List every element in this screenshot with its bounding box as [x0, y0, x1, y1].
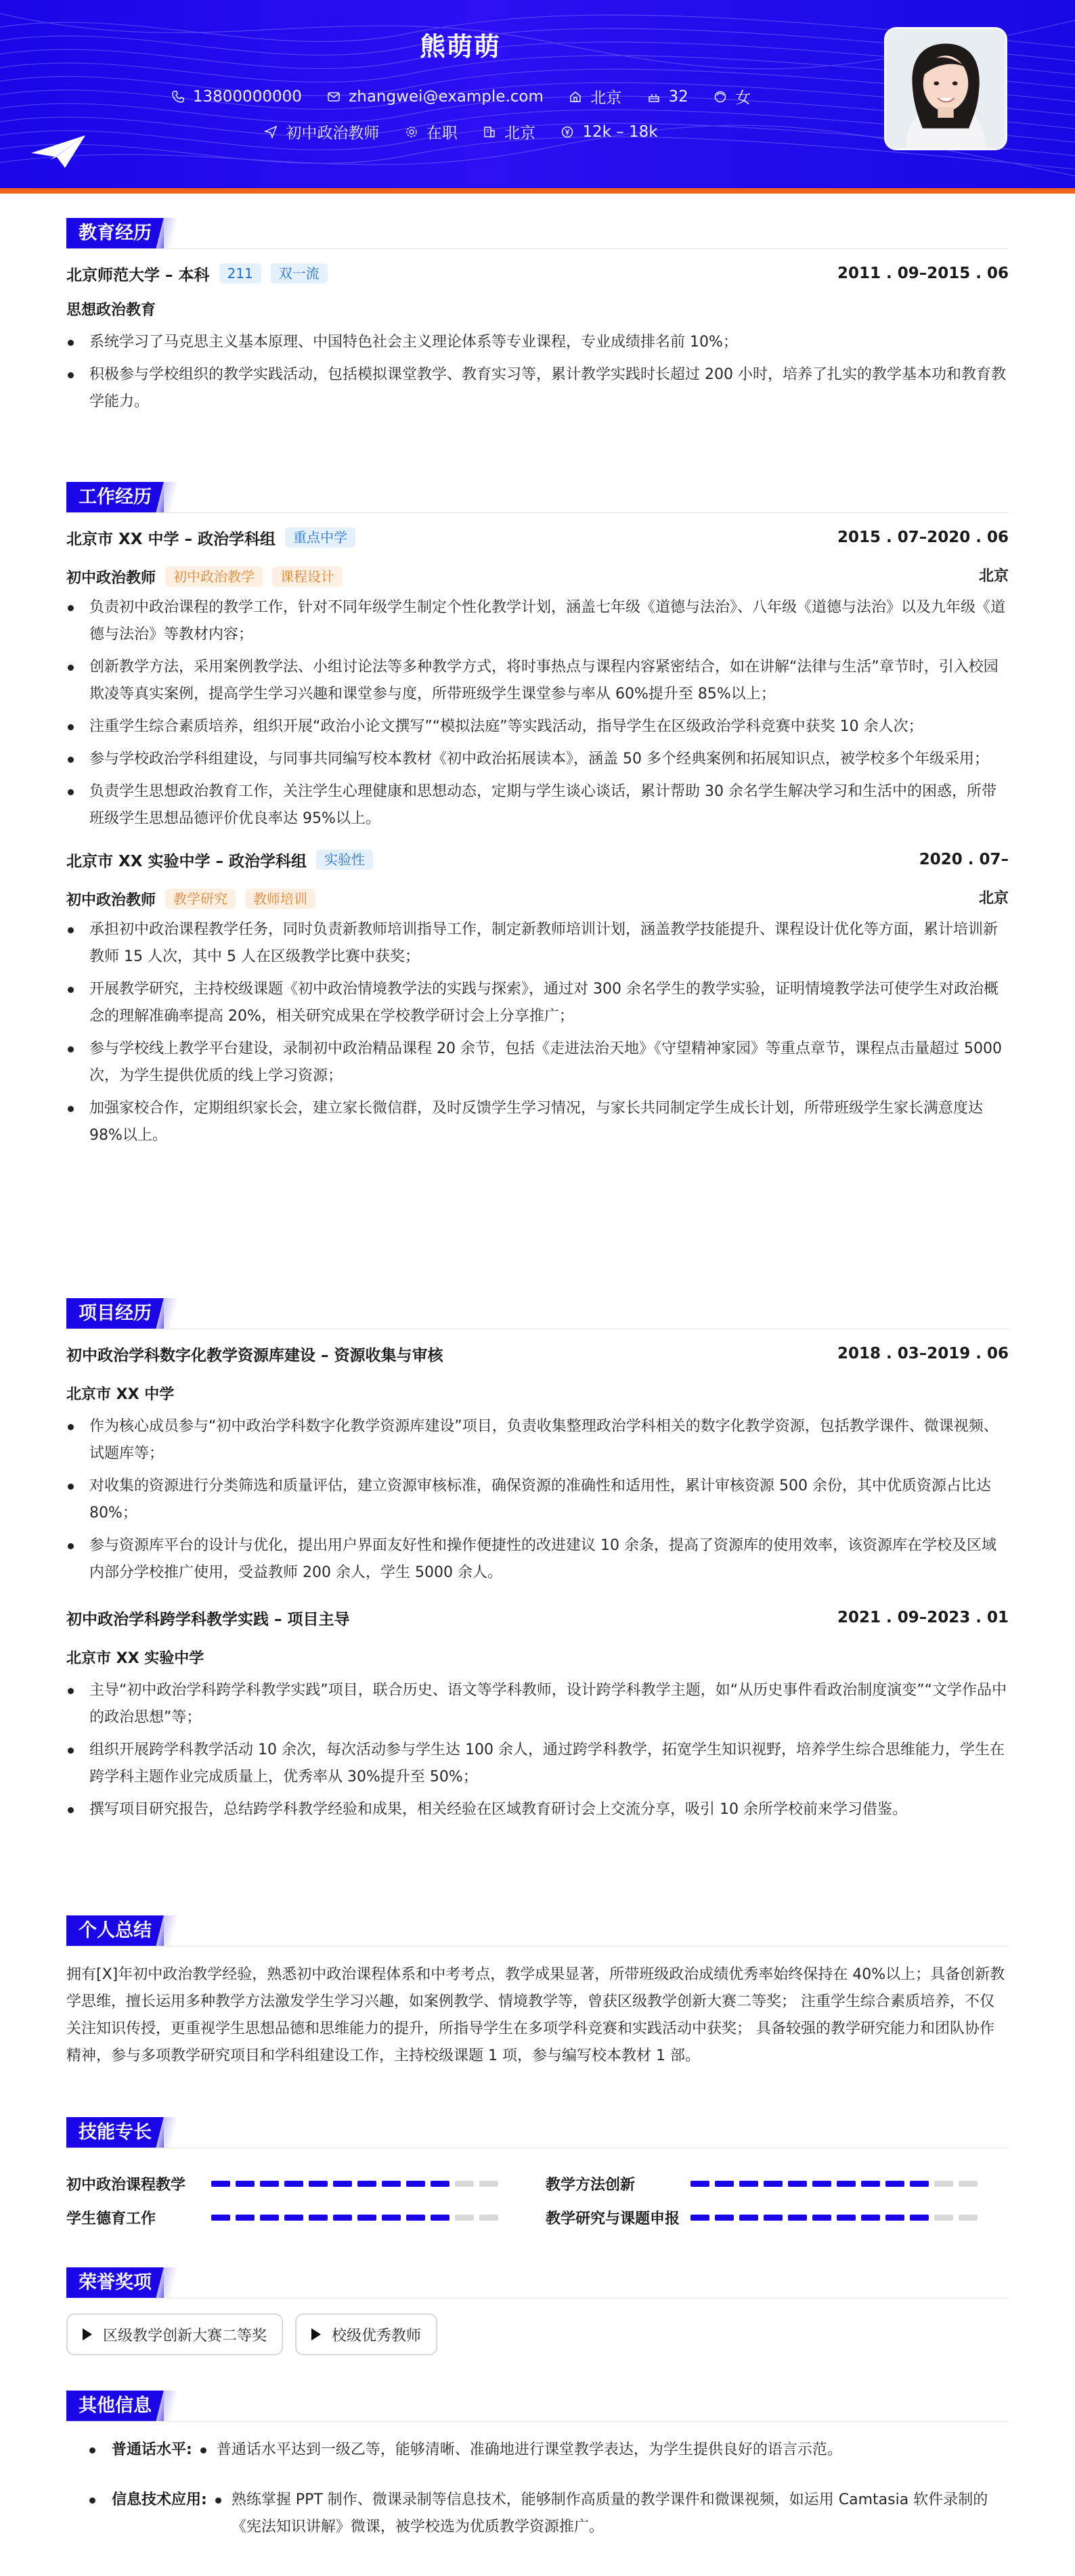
- role-tag: 教学研究: [165, 889, 236, 909]
- person-icon: [712, 89, 728, 105]
- summary-section: [66, 1915, 1009, 2070]
- skill-segment-filled: [837, 2181, 856, 2187]
- skill-name: 初中政治课程教学: [66, 2176, 186, 2194]
- skill-segment-empty: [959, 2181, 978, 2187]
- list-item: 积极参与学校组织的教学实践活动，包括模拟课堂教学、教育实习等，累计教学实践时长超过 200 小时，培养了扎实的教学基本功和教育教学能力。: [66, 361, 1009, 416]
- skill-segment-filled: [690, 2181, 709, 2187]
- education-section: [66, 218, 1009, 416]
- role-name: 初中政治教师: [66, 569, 156, 587]
- section-label: 荣誉奖项: [66, 2267, 164, 2299]
- section-label: 其他信息: [66, 2391, 164, 2422]
- home-icon: [567, 89, 584, 105]
- money-icon: [559, 124, 575, 140]
- other-info-key: 信息技术应用:: [112, 2491, 207, 2508]
- skill-segment-filled: [382, 2215, 401, 2221]
- list-item: 参与资源库平台的设计与优化，提出用户界面友好性和操作便捷性的改进建议 10 余条，提高了资源库的使用效率，该资源库在学校及区域内部分学校推广使用，受益教师 200 余人，学生 5000 余人。: [66, 1532, 1009, 1586]
- skill-segment-filled: [764, 2215, 783, 2221]
- honor-label: 校级优秀教师: [332, 2327, 422, 2345]
- skill-segment-filled: [715, 2181, 734, 2187]
- paper-plane-icon: [30, 133, 87, 171]
- role-tag: 初中政治教学: [165, 567, 263, 587]
- gear-icon: [403, 124, 420, 140]
- send-icon: [263, 124, 279, 140]
- skill-segment-filled: [885, 2181, 904, 2187]
- work-location: 北京: [978, 890, 1009, 907]
- organization-tag: 实验性: [316, 849, 373, 870]
- section-title-education: [66, 218, 1009, 249]
- section-title-summary: [66, 1915, 1009, 1947]
- skill-segment-filled: [211, 2181, 230, 2187]
- project-title: 初中政治学科数字化教学资源库建设 – 资源收集与审核: [66, 1346, 443, 1364]
- skill-segment-filled: [812, 2181, 831, 2187]
- list-item: 作为核心成员参与“初中政治学科数字化教学资源库建设”项目，负责收集整理政治学科相关的数字化教学资源，包括教学课件、微课视频、试题库等；: [66, 1413, 1009, 1467]
- skill-segment-filled: [260, 2181, 279, 2187]
- section-label: 工作经历: [66, 482, 164, 513]
- skill-segment-filled: [739, 2181, 758, 2187]
- organization-name: 北京市 XX 中学 – 政治学科组: [66, 530, 276, 548]
- phone-icon: [170, 89, 186, 105]
- phone-text: 13800000000: [192, 87, 302, 106]
- work-entry-head: [66, 846, 1009, 873]
- honor-badge[interactable]: [66, 2313, 283, 2355]
- skill-segment-filled: [812, 2215, 831, 2221]
- avatar: [884, 27, 1007, 150]
- skill-segment-filled: [885, 2215, 904, 2221]
- education-entry-head: [66, 260, 1009, 287]
- section-divider: [66, 2298, 1009, 2299]
- other-info-value: 普通话水平达到一级乙等，能够清晰、准确地进行课堂教学表达，为学生提供良好的语言示范。: [200, 2437, 842, 2464]
- skill-segment-filled: [211, 2215, 230, 2221]
- school-name: 北京师范大学 – 本科: [66, 266, 210, 284]
- role-tag: 课程设计: [272, 567, 343, 587]
- skill-segment-empty: [479, 2215, 498, 2221]
- gender-text: 女: [735, 89, 751, 107]
- status-item: [403, 120, 458, 143]
- skill-segment-filled: [764, 2181, 783, 2187]
- other-info-row: [66, 2487, 1009, 2541]
- gender-item: [712, 85, 751, 108]
- skill-segment-filled: [910, 2215, 929, 2221]
- section-label: 教育经历: [66, 218, 164, 249]
- building-icon: [481, 124, 498, 140]
- honor-label: 区级教学创新大赛二等奖: [103, 2327, 267, 2345]
- skill-segment-empty: [934, 2181, 953, 2187]
- salary-text: 12k – 18k: [582, 123, 658, 141]
- school-tag: 双一流: [271, 263, 328, 284]
- section-label: 个人总结: [66, 1915, 164, 1947]
- role-tag: 教师培训: [245, 889, 315, 909]
- skill-segment-filled: [431, 2181, 449, 2187]
- skill-segment-filled: [431, 2215, 449, 2221]
- project-date: 2018 . 03–2019 . 06: [837, 1345, 1009, 1362]
- list-item: 对收集的资源进行分类筛选和质量评估，建立资源审核标准，确保资源的准确性和适用性，累计审核资源 500 余份，其中优质资源占比达 80%；: [66, 1473, 1009, 1527]
- skill-segment-empty: [959, 2215, 978, 2221]
- section-divider: [66, 512, 1009, 513]
- project-bullets: [66, 1677, 1009, 1823]
- section-title-skills: [66, 2117, 1009, 2148]
- skill-segment-filled: [357, 2215, 376, 2221]
- skill-segment-filled: [861, 2215, 880, 2221]
- work-location: 北京: [978, 568, 1009, 585]
- city-item: [567, 85, 621, 108]
- skills-grid: [66, 2148, 1009, 2229]
- section-divider: [66, 2421, 1009, 2422]
- work-date: 2015 . 07–2020 . 06: [837, 529, 1009, 546]
- skill-segment-empty: [934, 2215, 953, 2221]
- project-date: 2021 . 09–2023 . 01: [837, 1609, 1009, 1626]
- candidate-name: 熊萌萌: [419, 32, 501, 62]
- section-label: 技能专长: [66, 2117, 164, 2148]
- skill-segment-empty: [455, 2215, 474, 2221]
- skill-segment-filled: [861, 2181, 880, 2187]
- work-section: [66, 482, 1009, 1149]
- project-title: 初中政治学科跨学科教学实践 – 项目主导: [66, 1610, 350, 1628]
- skill-segment-filled: [260, 2215, 279, 2221]
- status-text: 在职: [426, 125, 458, 142]
- skill-segment-filled: [715, 2215, 734, 2221]
- email-item[interactable]: [326, 88, 544, 106]
- skill-item: [546, 2170, 979, 2197]
- other-info-row: [66, 2437, 1009, 2464]
- work-city-item: [481, 120, 535, 143]
- bullet-dot: [89, 2447, 95, 2453]
- skill-item: [66, 2170, 500, 2197]
- skill-segment-filled: [788, 2215, 807, 2221]
- major-name: 思想政治教育: [66, 301, 156, 319]
- skill-segment-filled: [333, 2215, 352, 2221]
- salary-item: [559, 123, 657, 141]
- contact-row: [0, 85, 921, 108]
- list-item: 参与学校政治学科组建设，与同事共同编写校本教材《初中政治拓展读本》，涵盖 50 多个经典案例和拓展知识点，被学校多个年级采用；: [66, 746, 1009, 773]
- list-item: 承担初中政治课程教学任务，同时负责新教师培训指导工作，制定新教师培训计划，涵盖教学技能提升、课程设计优化等方面，累计培训新教师 15 人次，其中 5 人在区级教学比赛中获奖；: [66, 916, 1009, 971]
- other-info-key: 普通话水平:: [112, 2441, 192, 2458]
- skill-level-bar: [690, 2215, 978, 2221]
- skill-level-bar: [211, 2181, 498, 2187]
- skill-segment-filled: [309, 2215, 328, 2221]
- skill-segment-filled: [837, 2215, 856, 2221]
- job-intent-row: [0, 120, 921, 143]
- organization-name: 北京市 XX 实验中学 – 政治学科组: [66, 852, 307, 870]
- work-entry-head: [66, 524, 1009, 551]
- list-item: 系统学习了马克思主义基本原理、中国特色社会主义理论体系等专业课程，专业成绩排名前 10%；: [66, 329, 1009, 356]
- project-org-row: [66, 1379, 1009, 1406]
- play-triangle-icon: [83, 2328, 92, 2340]
- position-text: 初中政治教师: [286, 125, 380, 142]
- education-date: 2011 . 09–2015 . 06: [837, 265, 1009, 282]
- resume-header: [0, 0, 1075, 188]
- skill-segment-empty: [479, 2181, 498, 2187]
- mail-icon: [326, 89, 342, 105]
- age-item: [646, 88, 688, 106]
- project-organization: 北京市 XX 实验中学: [66, 1649, 204, 1667]
- skill-item: [546, 2204, 979, 2231]
- skill-segment-filled: [236, 2215, 255, 2221]
- organization-tag: 重点中学: [285, 527, 355, 548]
- project-entry-head: [66, 1604, 1009, 1631]
- skill-item: [66, 2204, 500, 2231]
- skill-segment-filled: [333, 2181, 352, 2187]
- skill-segment-filled: [236, 2181, 255, 2187]
- header-accent-stripe: [0, 188, 1075, 194]
- cake-icon: [646, 89, 662, 105]
- other-section: [66, 2391, 1009, 2541]
- section-title-projects: [66, 1298, 1009, 1329]
- skill-segment-filled: [382, 2181, 401, 2187]
- skill-segment-filled: [788, 2181, 807, 2187]
- honor-badge[interactable]: [295, 2313, 437, 2355]
- skill-name: 教学研究与课题申报: [546, 2210, 680, 2227]
- avatar-portrait: [886, 29, 1005, 148]
- project-bullets: [66, 1413, 1009, 1586]
- list-item: 撰写项目研究报告，总结跨学科教学经验和成果，相关经验在区域教育研讨会上交流分享，吸引 10 余所学校前来学习借鉴。: [66, 1796, 1009, 1823]
- email-text: zhangwei@example.com: [349, 87, 544, 106]
- skill-name: 教学方法创新: [546, 2176, 636, 2194]
- skill-segment-filled: [357, 2181, 376, 2187]
- skill-name: 学生德育工作: [66, 2210, 156, 2227]
- skill-level-bar: [211, 2215, 498, 2221]
- other-info-value: 熟练掌握 PPT 制作、微课录制等信息技术，能够制作高质量的教学课件和微课视频，如运用 Camtasia 软件录制的《宪法知识讲解》微课，被学校选为优质教学资源推广。: [215, 2487, 1009, 2541]
- skill-segment-filled: [739, 2215, 758, 2221]
- list-item: 创新教学方法，采用案例教学法、小组讨论法等多种教学方式，将时事热点与课程内容紧密结合，如在讲解“法律与生活”章节时，引入校园欺凌等真实案例，提高学生学习兴趣和课堂参与度，所带班级学生课堂参与率从 60%提升至 85%以上；: [66, 654, 1009, 708]
- play-triangle-icon: [311, 2328, 321, 2340]
- role-name: 初中政治教师: [66, 891, 156, 909]
- section-divider: [66, 248, 1009, 249]
- list-item: 组织开展跨学科教学活动 10 余次，每次活动参与学生达 100 余人，通过跨学科教学，拓宽学生知识视野，培养学生综合思维能力，学生在跨学科主题作业完成质量上，优秀率从 30%提升至 50%；: [66, 1737, 1009, 1791]
- list-item: 开展教学研究，主持校级课题《初中政治情境教学法的实践与探索》，通过对 300 余名学生的教学实验，证明情境教学法可使学生对政治概念的理解准确率提高 20%，相关研究成果在学校教学研讨会上分享推广；: [66, 976, 1009, 1030]
- project-organization: 北京市 XX 中学: [66, 1385, 175, 1403]
- honors-list: [66, 2313, 1009, 2355]
- skill-level-bar: [690, 2181, 978, 2187]
- skill-segment-empty: [455, 2181, 474, 2187]
- skill-segment-filled: [284, 2215, 303, 2221]
- work-city-text: 北京: [504, 125, 535, 142]
- education-bullets: [66, 329, 1009, 416]
- summary-text: 拥有[X]年初中政治教学经验，熟悉初中政治课程体系和中考考点，教学成果显著，所带班级政治成绩优秀率始终保持在 40%以上；具备创新教学思维，擅长运用多种教学方法激发学生学习兴趣，如案例教学、情境教学等，曾获区级教学创新大赛二等奖； 注重学生综合素质培养，不仅关注知识传授，更重视学生思想品德和思维能力的提升，所指导学生在多项学科竞赛和实践活动中获奖； 具备较强的教学研究能力和团队协作精神，参与多项教学研究项目和学科组建设工作，主持校级课题 1 项，参与编写校本教材 1 部。: [66, 1966, 1005, 2064]
- list-item: 主导“初中政治学科跨学科教学实践”项目，联合历史、语文等学科教师，设计跨学科教学主题，如“从历史事件看政治制度演变”“文学作品中的政治思想”等；: [66, 1677, 1009, 1731]
- skill-segment-filled: [406, 2181, 425, 2187]
- project-org-row: [66, 1643, 1009, 1670]
- projects-section: [66, 1298, 1009, 1823]
- skills-section: [66, 2117, 1009, 2229]
- list-item: 加强家校合作，定期组织家长会，建立家长微信群，及时反馈学生学习情况，与家长共同制定学生成长计划，所带班级学生家长满意度达 98%以上。: [66, 1095, 1009, 1149]
- section-title-other: [66, 2391, 1009, 2422]
- work-bullets: [66, 594, 1009, 832]
- list-item: 负责初中政治课程的教学工作，针对不同年级学生制定个性化教学计划，涵盖七年级《道德与法治》、八年级《道德与法治》以及九年级《道德与法治》等教材内容；: [66, 594, 1009, 648]
- city-text: 北京: [590, 89, 622, 107]
- bullet-dot: [89, 2497, 95, 2504]
- section-divider: [66, 1946, 1009, 1947]
- section-title-work: [66, 482, 1009, 513]
- phone-item[interactable]: [170, 88, 302, 106]
- section-title-honors: [66, 2267, 1009, 2299]
- project-entry-head: [66, 1340, 1009, 1367]
- honors-section: [66, 2267, 1009, 2355]
- age-text: 32: [668, 87, 688, 106]
- skill-segment-filled: [910, 2181, 929, 2187]
- list-item: 负责学生思想政治教育工作，关注学生心理健康和思想动态，定期与学生谈心谈话，累计帮助 30 余名学生解决学习和生活中的困惑，所带班级学生思想品德评价优良率达 95%以上。: [66, 778, 1009, 832]
- skill-segment-filled: [284, 2181, 303, 2187]
- role-row: [66, 885, 1009, 912]
- work-bullets: [66, 916, 1009, 1149]
- skill-segment-filled: [406, 2215, 425, 2221]
- work-date: 2020 . 07–: [919, 851, 1009, 868]
- major-row: [66, 295, 1009, 322]
- position-item: [263, 120, 379, 143]
- list-item: 注重学生综合素质培养，组织开展“政治小论文撰写”“模拟法庭”等实践活动，指导学生在区级政治学科竞赛中获奖 10 余人次；: [66, 713, 1009, 740]
- role-row: [66, 563, 1009, 590]
- skill-segment-filled: [309, 2181, 328, 2187]
- section-label: 项目经历: [66, 1298, 164, 1329]
- school-tag: 211: [219, 263, 261, 284]
- list-item: 参与学校线上教学平台建设，录制初中政治精品课程 20 余节，包括《走进法治天地》《守望精神家园》等重点章节，课程点击量超过 5000 次，为学生提供优质的线上学习资源；: [66, 1036, 1009, 1090]
- skill-segment-filled: [690, 2215, 709, 2221]
